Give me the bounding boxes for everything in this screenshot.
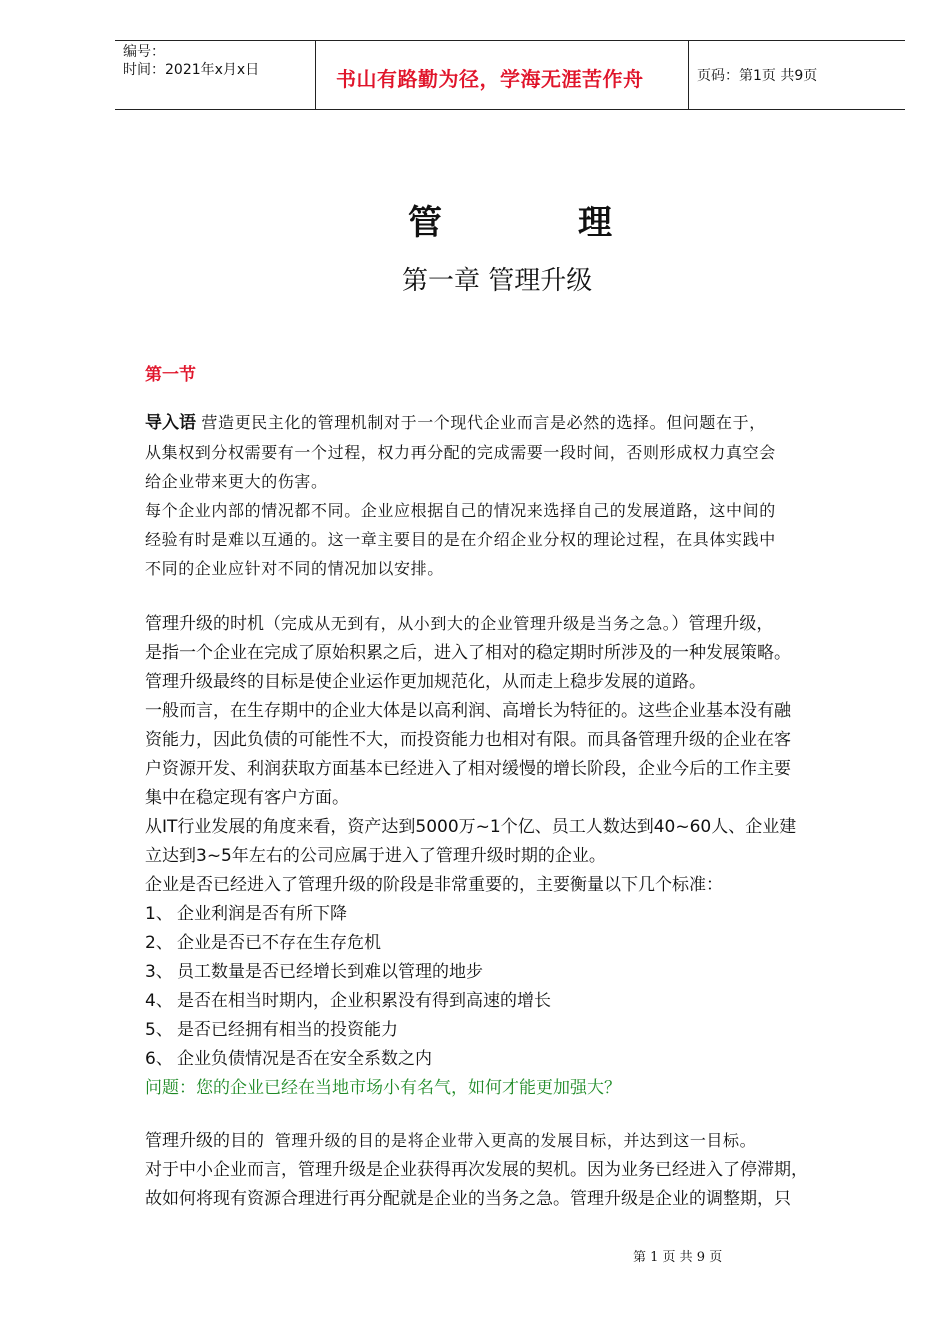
criteria-number: 4、 — [145, 991, 173, 1011]
criteria-item — [145, 900, 885, 929]
body-line: 一般而言，在生存期中的企业大体是以高利润、高增长为特征的。这些企业基本没有融 — [145, 701, 791, 721]
body-line: 从IT行业发展的角度来看，资产达到5000万~1个亿、员工人数达到40~60人、企业建 — [145, 817, 797, 837]
intro-line: 每个企业内部的情况都不同。企业应根据自己的情况来选择自己的发展道路，这中间的 — [145, 501, 776, 520]
criteria-number: 5、 — [145, 1020, 173, 1040]
criteria-item — [145, 987, 885, 1016]
purpose-lead: 管理升级的目的 — [145, 1131, 264, 1151]
purpose-note: 管理升级的目的是将企业带入更高的发展目标，并达到这一目标。 — [274, 1131, 757, 1150]
header-info-cell — [115, 41, 316, 109]
timing-block — [145, 609, 885, 1103]
header-page-cell — [689, 41, 905, 109]
motto: 书山有路勤为径，学海无涯苦作舟 — [336, 67, 644, 91]
criteria-item — [145, 958, 885, 987]
body-line: 故如何将现有资源合理进行再分配就是企业的当务之急。管理升级是企业的调整期，只 — [145, 1189, 791, 1209]
body-line: 资能力，因此负债的可能性不大，而投资能力也相对有限。而具备管理升级的企业在客 — [145, 730, 791, 750]
body-line: 户资源开发、利润获取方面基本已经进入了相对缓慢的增长阶段，企业今后的工作主要 — [145, 759, 791, 779]
criteria-number: 1、 — [145, 904, 173, 924]
timing-note: 完成从无到有，从小到大的企业管理升级是当务之急。 — [281, 614, 672, 633]
title-char-1: 管 — [408, 203, 444, 243]
intro-block — [145, 408, 885, 583]
number-label: 编号： — [123, 44, 165, 60]
purpose-block — [145, 1126, 885, 1214]
body-line: 管理升级最终的目标是使企业运作更加规范化，从而走上稳步发展的道路。 — [145, 672, 706, 692]
criteria-item — [145, 1045, 885, 1074]
page-label: 页码：第1页 共9页 — [697, 68, 818, 84]
question-line: 问题：您的企业已经在当地市场小有名气，如何才能更加强大？ — [145, 1078, 621, 1098]
page-footer: 第 1 页 共 9 页 — [633, 1250, 723, 1265]
intro-line: 经验有时是难以互通的。这一章主要目的是在介绍企业分权的理论过程，在具体实践中 — [145, 530, 776, 549]
body-line: 是指一个企业在完成了原始积累之后，进入了相对的稳定期时所涉及的一种发展策略。 — [145, 643, 791, 663]
criteria-number: 6、 — [145, 1049, 173, 1069]
intro-line: 不同的企业应针对不同的情况加以安排。 — [145, 559, 444, 578]
intro-lead: 导入语 — [145, 413, 196, 433]
timing-lead: 管理升级的时机（ — [145, 614, 281, 634]
body-line: 对于中小企业而言，管理升级是企业获得再次发展的契机。因为业务已经进入了停滞期， — [145, 1160, 808, 1180]
criteria-number: 3、 — [145, 962, 173, 982]
intro-line: 营造更民主化的管理机制对于一个现代企业而言是必然的选择。但问题在于， — [201, 413, 766, 432]
intro-line: 从集权到分权需要有一个过程，权力再分配的完成需要一段时间，否则形成权力真空会 — [145, 443, 776, 462]
intro-line: 给企业带来更大的伤害。 — [145, 472, 328, 491]
section-heading: 第一节 — [145, 365, 196, 385]
criteria-text: 企业利润是否有所下降 — [177, 904, 347, 924]
chapter-title-text: 第一章 管理升级 — [402, 266, 593, 296]
title-char-2: 理 — [578, 203, 614, 243]
criteria-item — [145, 1016, 885, 1045]
body-line: 集中在稳定现有客户方面。 — [145, 788, 349, 808]
time-label: 时间：2021年x月x日 — [123, 62, 260, 78]
header-motto-cell — [316, 41, 689, 109]
timing-after: ）管理升级， — [671, 614, 774, 634]
criteria-text: 是否在相当时期内，企业积累没有得到高速的增长 — [177, 991, 551, 1011]
criteria-text: 员工数量是否已经增长到难以管理的地步 — [177, 962, 483, 982]
criteria-item — [145, 929, 885, 958]
criteria-number: 2、 — [145, 933, 173, 953]
body-line: 企业是否已经进入了管理升级的阶段是非常重要的，主要衡量以下几个标准： — [145, 875, 723, 895]
criteria-text: 企业负债情况是否在安全系数之内 — [177, 1049, 432, 1069]
header-table — [115, 40, 905, 110]
body-line: 立达到3~5年左右的公司应属于进入了管理升级时期的企业。 — [145, 846, 606, 866]
criteria-text: 企业是否已不存在生存危机 — [177, 933, 381, 953]
criteria-text: 是否已经拥有相当的投资能力 — [177, 1020, 398, 1040]
